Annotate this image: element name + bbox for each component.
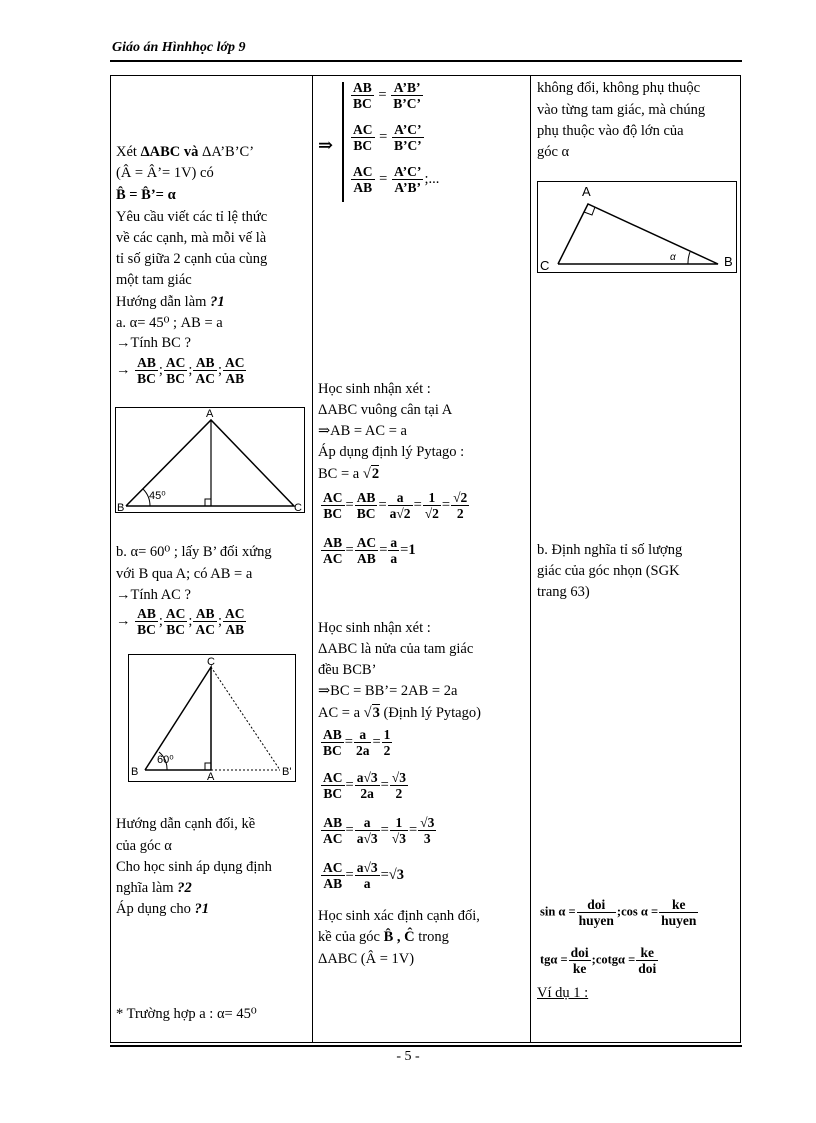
c2-u3: ΔABC (Â = 1V)	[318, 951, 415, 967]
footer-rule	[110, 1045, 742, 1047]
svg-text:C: C	[540, 258, 550, 273]
example-label: Ví dụ 1 :	[537, 985, 589, 1001]
column-divider-2	[530, 75, 531, 1043]
c3-line-1: không đổi, không phụ thuộc	[537, 80, 701, 96]
svg-text:B: B	[131, 766, 139, 778]
c1-line-13: với B qua A; có AB = a	[116, 566, 253, 582]
c1-line-5: về các cạnh, mà mỗi vế là	[116, 230, 267, 246]
c3-line-2: vào từng tam giác, mà chúng	[537, 102, 706, 118]
c1-line-10: →Tính BC ?	[116, 335, 191, 351]
c1-line-6: tỉ số giữa 2 cạnh của cùng	[116, 251, 268, 267]
c1-line-14: →Tính AC ?	[116, 587, 191, 603]
c1-line-12: b. α= 60⁰ ; lấy B’ đối xứng	[116, 544, 272, 560]
c1-line-8: Hướng dẫn làm ?1	[116, 294, 225, 310]
c2-e2: $\frac{AC}{BC}$ = $\frac{a√3}{2a}$ = $\frac{√3}{2}$	[323, 770, 406, 801]
page-header: Giáo án Hìnhhọc lớp 9	[112, 40, 246, 55]
svg-text:A: A	[206, 408, 214, 420]
c2-eq-1: $\frac{AC}{BC}$ = $\frac{AB}{BC}$ = $\frac{a}{a√2}$ = $\frac{1}{√2}$ = $\frac{√2}{2}$	[323, 490, 468, 521]
c2-s1: Học sinh nhận xét :	[318, 381, 431, 397]
system-eq-2: $\frac{AC}{BC}$ = $\frac{A’C’}{B’C’}$	[353, 122, 422, 153]
c2-u1: Học sinh xác định cạnh đối,	[318, 908, 480, 924]
system-brace	[342, 82, 350, 202]
page-number: - 5 -	[396, 1049, 420, 1064]
c1-line-17: Cho học sinh áp dụng định	[116, 859, 272, 875]
svg-text:45⁰: 45⁰	[149, 490, 166, 502]
isosceles-triangle-figure	[115, 407, 305, 513]
implies-symbol: ⇒	[318, 135, 334, 155]
system-eq-1: $\frac{AB}{BC}$ = $\frac{A’B’}{B’C’}$	[353, 80, 421, 111]
c2-u2: kề của góc B̂ , Ĉ trong	[318, 929, 449, 945]
c1-line-9: a. α= 45⁰ ; AB = a	[116, 315, 223, 331]
c1-line-18: nghĩa làm ?2	[116, 880, 192, 896]
c2-t5: AC = a √3 (Định lý Pytago)	[318, 705, 481, 721]
svg-text:C: C	[207, 656, 215, 668]
c1-line-7: một tam giác	[116, 272, 192, 288]
header-rule	[110, 60, 742, 62]
sin-cos-definition: sin α = $\frac{\text{doi}}{\text{huyen}}$ ;cos α = $\frac{ke}{\text{huyen}}$	[540, 897, 697, 928]
system-eq-3: $\frac{AC}{AB}$ = $\frac{A’C’}{A’B’}$ ;...	[353, 164, 440, 195]
c2-s2: ΔABC vuông cân tại A	[318, 402, 453, 418]
svg-text:60⁰: 60⁰	[157, 754, 174, 766]
c3-line-4: góc α	[537, 144, 570, 160]
c1-line-1: Xét ΔABC và ΔA’B’C’	[116, 144, 255, 160]
c3-line-6: giác của góc nhọn (SGK	[537, 563, 680, 579]
c2-eq-2: $\frac{AB}{AC}$ = $\frac{AC}{AB}$ = $\frac{a}{a}$ =1	[323, 535, 416, 566]
c1-line-15: Hướng dẫn cạnh đối, kề	[116, 816, 256, 832]
tg-cotg-definition: tgα = $\frac{\text{doi}}{ke}$ ;cotgα = $\frac{ke}{\text{doi}}$	[540, 945, 657, 976]
c2-s5: BC = a √2	[318, 466, 380, 482]
c2-t4: ⇒BC = BB’= 2AB = 2a	[318, 683, 458, 699]
c2-s3: ⇒AB = AC = a	[318, 423, 407, 439]
c1-line-4: Yêu cầu viết các tỉ lệ thức	[116, 209, 268, 225]
svg-text:α: α	[670, 252, 676, 263]
half-equilateral-triangle-figure	[128, 654, 296, 782]
c2-e4: $\frac{AC}{AB}$ = $\frac{a√3}{a}$ =√3	[323, 860, 405, 891]
svg-text:C: C	[294, 502, 302, 513]
c2-t3: đều BCB’	[318, 662, 377, 678]
svg-text:B: B	[117, 502, 125, 513]
c1-line-3: B̂ = B̂’= α	[116, 187, 176, 203]
column-divider-1	[312, 75, 313, 1043]
c3-line-5: b. Định nghĩa tỉ số lượng	[537, 542, 683, 558]
c2-e3: $\frac{AB}{AC}$ = $\frac{a}{a√3}$ = $\frac{1}{√3}$ = $\frac{√3}{3}$	[323, 815, 435, 846]
c3-line-7: trang 63)	[537, 584, 590, 600]
c3-line-3: phụ thuộc vào độ lớn của	[537, 123, 684, 139]
c2-t2: ΔABC là nửa của tam giác	[318, 641, 474, 657]
svg-text:A: A	[207, 771, 215, 782]
c1-ratio-row-1: → $\frac{AB}{BC}$ ; $\frac{AC}{BC}$ ; $\frac{AB}{AC}$ ; $\frac{AC}{AB}$	[116, 355, 245, 386]
c1-ratio-row-2: → $\frac{AB}{BC}$ ; $\frac{AC}{BC}$ ; $\frac{AB}{AC}$ ; $\frac{AC}{AB}$	[116, 606, 245, 637]
c1-line-19: Áp dụng cho ?1	[116, 901, 210, 917]
svg-text:A: A	[582, 184, 591, 199]
c2-s4: Áp dụng định lý Pytago :	[318, 444, 465, 460]
svg-text:B': B'	[282, 766, 292, 778]
c1-line-20: * Trường hợp a : α= 45⁰	[116, 1006, 257, 1022]
c2-t1: Học sinh nhận xét :	[318, 620, 431, 636]
c1-line-2: (Â = Â’= 1V) có	[116, 165, 214, 181]
svg-text:B: B	[724, 254, 733, 269]
c1-line-16: của góc α	[116, 838, 172, 854]
c2-e1: $\frac{AB}{BC}$ = $\frac{a}{2a}$ = $\frac{1}{2}$	[323, 727, 391, 758]
right-triangle-figure	[537, 181, 737, 273]
